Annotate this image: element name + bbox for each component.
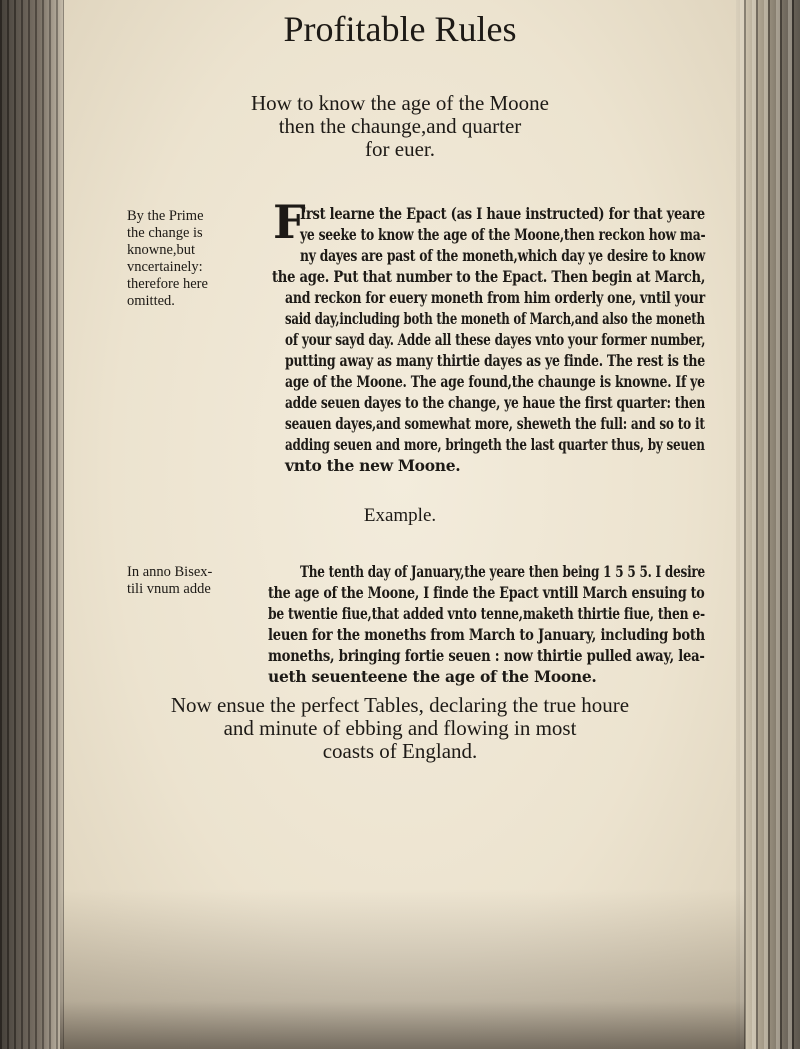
body-line: age of the Moone. The age found,the chaunge is knowne. If ye bbox=[285, 372, 705, 391]
marginal-note-line: By the Prime bbox=[127, 208, 204, 224]
marginal-note-line: tili vnum adde bbox=[127, 581, 211, 597]
running-head: Profitable Rules bbox=[283, 9, 517, 49]
marginal-note-line: knowne,but bbox=[127, 242, 196, 258]
body-line: vnto the new Moone. bbox=[285, 456, 461, 475]
body-line: and reckon for euery moneth from him orderly one, vntil your bbox=[285, 288, 706, 307]
body-line: ueth seuenteene the age of the Moone. bbox=[268, 667, 597, 686]
marginal-note-bissextile bbox=[127, 564, 287, 598]
title-line: for euer. bbox=[365, 137, 435, 161]
section-title bbox=[0, 92, 800, 161]
marginal-note-line: In anno Bisex- bbox=[127, 564, 213, 580]
drop-cap: F bbox=[273, 195, 306, 249]
body-line: seauen dayes,and somewhat more, sheweth the full: and so to it bbox=[285, 414, 705, 433]
body-line: moneths, bringing fortie seuen : now thirtie pulled away, lea- bbox=[268, 646, 705, 665]
closing-line: and minute of ebbing and flowing in most bbox=[223, 716, 577, 740]
body-line: putting away as many thirtie dayes as ye finde. The rest is the bbox=[285, 351, 705, 370]
body-line: The tenth day of January,the yeare then being 1 5 5 5. I desire bbox=[300, 562, 705, 581]
marginal-note-line: the change is bbox=[127, 225, 203, 241]
closing-line: coasts of England. bbox=[322, 739, 478, 763]
bottom-shadow bbox=[60, 889, 745, 1049]
body-line: be twentie fiue,that added vnto tenne,maketh thirtie fiue, then e- bbox=[268, 604, 705, 623]
body-line: the age. Put that number to the Epact. Then begin at March, bbox=[272, 267, 706, 286]
closing-note bbox=[0, 694, 800, 763]
body-line: of your sayd day. Adde all these dayes vnto your former number, bbox=[285, 330, 706, 349]
title-line: then the chaunge,and quarter bbox=[278, 114, 522, 138]
body-line: adde seuen dayes to the change, ye haue the first quarter: then bbox=[285, 393, 706, 412]
body-line: said day,including both the moneth of March,and also the moneth bbox=[285, 309, 705, 328]
marginal-note-line: vncertainely: bbox=[127, 259, 203, 275]
closing-line: Now ensue the perfect Tables, declaring the true houre bbox=[170, 693, 630, 717]
title-line: How to know the age of the Moone bbox=[250, 91, 550, 115]
body-line: Irst learne the Epact (as I haue instructed) for that yeare bbox=[300, 204, 705, 223]
body-line: leuen for the moneths from March to January, including both bbox=[268, 625, 705, 644]
example-heading: Example. bbox=[363, 505, 437, 526]
marginal-note-line: omitted. bbox=[127, 293, 175, 309]
body-line: ye seeke to know the age of the Moone,then reckon how ma- bbox=[300, 225, 706, 244]
body-line: ny dayes are past of the moneth,which day ye desire to know bbox=[300, 246, 705, 265]
marginal-note-prime bbox=[127, 208, 287, 310]
marginal-note-line: therefore here bbox=[127, 276, 208, 292]
body-line: adding seuen and more, bringeth the last quarter thus, by seuen bbox=[285, 435, 705, 454]
body-line: the age of the Moone, I finde the Epact vntill March ensuing to bbox=[268, 583, 705, 602]
